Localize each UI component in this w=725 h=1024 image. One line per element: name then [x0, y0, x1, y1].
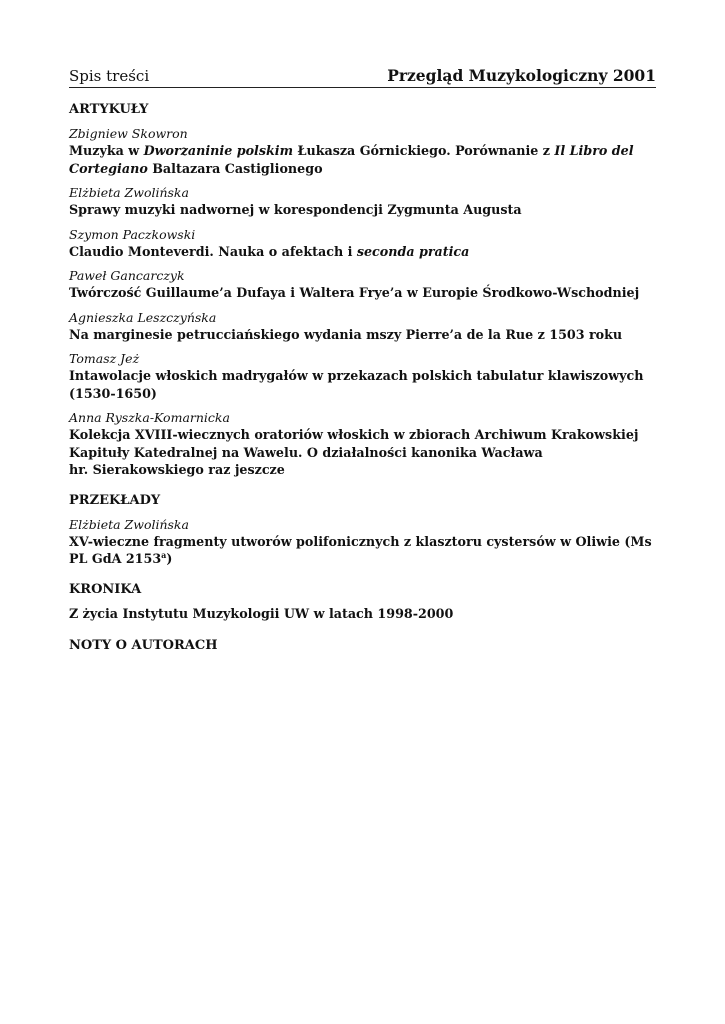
section-heading: PRZEKŁADY — [69, 492, 161, 508]
entry-title: Twórczość Guillaume’a Dufaya i Waltera Frye’a w Europie Środkowo-Wschodniej — [69, 285, 640, 300]
section-heading: KRONIKA — [69, 581, 142, 597]
entry-author: Zbigniew Skowron — [69, 126, 188, 141]
section-heading: NOTY O AUTORACH — [69, 638, 218, 653]
entry-title: XV-wieczne fragmenty utworów polifonicznych z klasztoru cystersów w Oliwie (Ms PL GdA 2153$^a$) — [69, 533, 652, 566]
section-heading: ARTYKUŁY — [69, 102, 149, 117]
entry-title: Intawolacje włoskich madrygałów w przekazach polskich tabulatur klawiszowych (1530-1650) — [69, 368, 644, 401]
section-artykuly — [69, 102, 656, 479]
entry-author: Elżbieta Zwolińska — [69, 516, 189, 532]
entry-author: Tomasz Jeż — [69, 351, 140, 366]
entry-title: Na marginesie petrucciańskiego wydania mszy Pierre’a de la Rue z 1503 roku — [69, 326, 623, 342]
entry-author: Agnieszka Leszczyńska — [69, 309, 217, 325]
section-przeklady — [69, 493, 656, 568]
entry-author: Paweł Gancarczyk — [69, 268, 185, 283]
toc-entry — [69, 309, 656, 344]
toc-entry — [69, 409, 656, 479]
entry-author: Anna Ryszka-Komarnicka — [69, 410, 230, 425]
entry-title: Kolekcja XVIII-wiecznych oratoriów włoskich w zbiorach Archiwum Krakowskiej Kapituły Katedralnej na Wawelu. O działalności kanonika Wacława hr. Sierakowskiego raz jeszcze — [69, 427, 639, 477]
entry-title: Muzyka w Dworzaninie polskim Łukasza Górnickiego. Porównanie z Il Libro del Cortegiano Baltazara Castiglionego — [69, 143, 634, 176]
header-journal-title: Przegląd Muzykologiczny 2001 — [387, 66, 656, 85]
entry-title: Sprawy muzyki nadwornej w korespondencji Zygmunta Augusta — [69, 202, 522, 217]
entry-title: Claudio Monteverdi. Nauka o afektach i seconda pratica — [69, 243, 470, 259]
section-kronika — [69, 582, 656, 623]
table-of-contents-page — [69, 66, 656, 661]
toc-entry — [69, 350, 656, 402]
toc-entry — [69, 226, 656, 261]
entry-author: Elżbieta Zwolińska — [69, 185, 189, 200]
header-left-title: Spis treści — [69, 67, 150, 85]
toc-entry — [69, 184, 656, 219]
entry-title: Z życia Instytutu Muzykologii UW w latach 1998-2000 — [69, 605, 454, 621]
page-header — [69, 66, 656, 88]
entry-author: Szymon Paczkowski — [69, 226, 196, 242]
section-noty — [69, 638, 656, 653]
toc-entry — [69, 267, 656, 302]
toc-entry — [69, 125, 656, 177]
toc-entry — [69, 516, 656, 568]
